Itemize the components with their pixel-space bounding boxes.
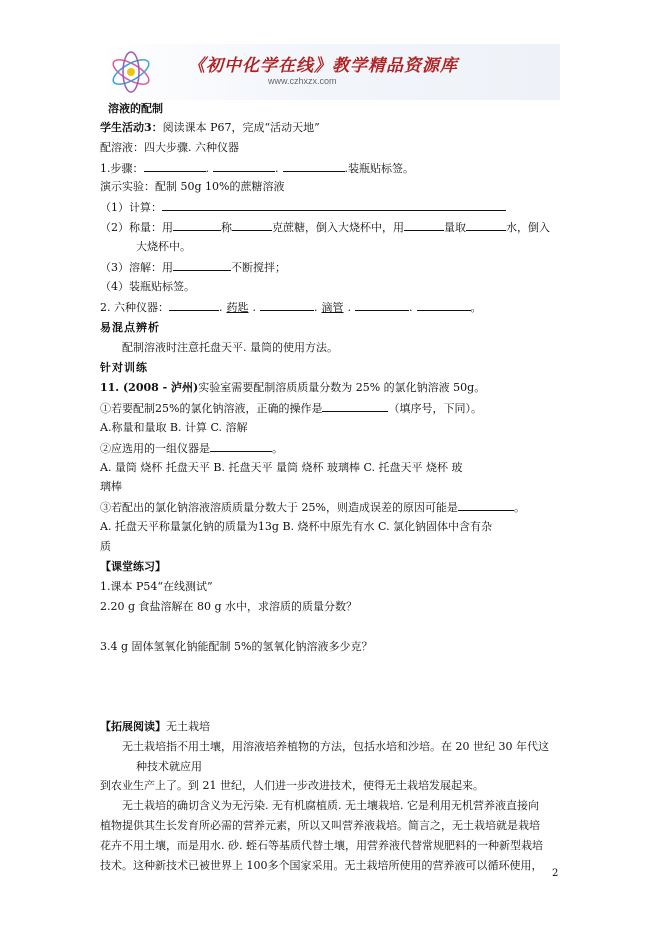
header-url: www.czhxzx.com xyxy=(268,76,337,86)
blank xyxy=(173,218,221,231)
blank xyxy=(417,298,471,311)
blank xyxy=(144,159,206,172)
solution-prep-text: 配溶液：四大步骤. 六种仪器 xyxy=(100,141,239,154)
subq3-options: A. 托盘天平称量氯化钠的质量为13g B. 烧杯中原先有水 C. 氯化钠固体中含有杂 xyxy=(100,520,493,533)
blank xyxy=(458,498,514,511)
blank xyxy=(162,198,506,211)
blank xyxy=(466,218,506,231)
extended-reading xyxy=(100,718,210,736)
subq1-end: （填序号，下同）。 xyxy=(388,402,482,415)
instruments-end: 。 xyxy=(470,301,482,314)
calc-line xyxy=(100,198,506,217)
weigh-text-2: 称 xyxy=(221,221,232,234)
classroom-practice-heading: 【课堂练习】 xyxy=(100,560,166,573)
subq3-end: 。 xyxy=(513,501,525,514)
extended-reading-label: 【拓展阅读】 xyxy=(100,720,166,733)
practice-1: 1.课本 P54“在线测试” xyxy=(100,580,213,593)
subq3-text: ③若配出的氯化钠溶液溶质质量分数大于 25%，则造成误差的原因可能是 xyxy=(100,501,458,514)
subq2-options-cont: 璃棒 xyxy=(100,480,122,493)
dissolve-text-2: 不断搅拌； xyxy=(231,261,286,274)
reading-para-2d: 技术。这种新技术已被世界上 100多个国家采用。无土栽培所使用的营养液可以循环使用， xyxy=(100,859,543,872)
reading-para-1c: 到农业生产上了。到 21 世纪，人们进一步改进技术，使得无土栽培发展起来。 xyxy=(100,779,484,792)
reading-para-1b: 种技术就应用 xyxy=(136,760,202,773)
subq2-end: 。 xyxy=(272,442,283,455)
dissolve-line xyxy=(100,258,286,277)
blank xyxy=(260,298,314,311)
reading-para-1: 无土栽培指不用土壤，用溶液培养植物的方法，包括水培和沙培。在 20 世纪 30 年代这 xyxy=(122,740,549,753)
reading-para-2c: 花卉不用土壤，而是用水. 砂. 蛭石等基质代替土壤，用营养液代替常规肥料的一种新型栽培 xyxy=(100,839,543,852)
confusion-text: 配制溶液时注意托盘天平. 量筒的使用方法。 xyxy=(122,341,338,354)
practice-2: 2.20 g 食盐溶解在 80 g 水中，求溶质的质量分数？ xyxy=(100,600,358,613)
steps-line: 1.步骤： . . .装瓶贴标签。 xyxy=(100,159,414,178)
blank xyxy=(169,298,219,311)
training-heading: 针对训练 xyxy=(100,361,148,374)
steps-end: 装瓶贴标签。 xyxy=(348,162,414,175)
blank xyxy=(232,218,272,231)
dissolve-text-1: （3）溶解：用 xyxy=(100,261,173,274)
blank xyxy=(322,399,388,412)
calc-label: （1）计算： xyxy=(100,201,162,214)
activity-text: 阅读课本 P67，完成“活动天地” xyxy=(162,121,320,134)
subq1-text: ①若要配制25%的氯化钠溶液，正确的操作是 xyxy=(100,402,323,415)
atom-logo-icon xyxy=(106,50,156,94)
instruments-line: 2. 六种仪器： . 药匙 . . 滴管 . . 。 xyxy=(100,298,482,317)
subq3-options-cont: 质 xyxy=(100,540,111,553)
subquestion-2 xyxy=(100,439,283,458)
subquestion-1 xyxy=(100,399,482,418)
question-text: 实验室需要配制溶质质量分数为 25% 的氯化钠溶液 50g。 xyxy=(198,381,486,394)
demo-experiment: 演示实验：配制 50g 10%的蔗糖溶液 xyxy=(100,180,285,193)
reading-para-2b: 植物提供其生长发育所必需的营养元素，所以又叫营养液栽培。简言之，无土栽培就是栽培 xyxy=(100,819,540,832)
reading-para-2: 无土栽培的确切含义为无污染. 无有机腐植质. 无土壤栽培. 它是利用无机营养液直接向 xyxy=(122,799,539,812)
subq2-options: A. 量筒 烧杯 托盘天平 B. 托盘天平 量筒 烧杯 玻璃棒 C. 托盘天平 烧杯 玻 xyxy=(100,461,463,474)
blank xyxy=(283,159,345,172)
instrument-dropper: 滴管 xyxy=(321,301,344,314)
weigh-text-4: 量取 xyxy=(444,221,466,234)
blank xyxy=(404,218,444,231)
weigh-line-cont: 大烧杯中。 xyxy=(136,240,191,253)
subq1-options: A.称量和量取 B. 计算 C. 溶解 xyxy=(100,421,248,434)
blank xyxy=(213,159,275,172)
subq2-text: ②应选用的一组仪器是 xyxy=(100,442,210,455)
student-activity xyxy=(100,119,320,137)
question-11 xyxy=(100,379,485,397)
confusion-heading: 易混点辨析 xyxy=(100,321,160,334)
blank xyxy=(210,439,272,452)
blank xyxy=(173,258,231,271)
steps-label: 1.步骤： xyxy=(100,162,144,175)
instrument-spoon: 药匙 xyxy=(226,301,249,314)
weigh-text-5: 水，倒入 xyxy=(506,221,550,234)
weigh-line xyxy=(100,218,550,237)
practice-3: 3.4 g 固体氢氧化钠能配制 5%的氢氧化钠溶液多少克？ xyxy=(100,640,373,653)
bottling-line: （4）装瓶贴标签。 xyxy=(100,280,195,293)
blank xyxy=(355,298,409,311)
activity-label: 学生活动3： xyxy=(100,121,163,134)
weigh-text-1: （2）称量：用 xyxy=(100,221,173,234)
section-title: 溶液的配制 xyxy=(108,102,163,115)
weigh-text-3: 克蔗糖，倒入大烧杯中，用 xyxy=(272,221,404,234)
instruments-label: 2. 六种仪器： xyxy=(100,301,169,314)
question-source: 11. (2008 - 泸州) xyxy=(100,381,199,394)
page-number: 2 xyxy=(552,868,559,879)
header-title: 《初中化学在线》教学精品资源库 xyxy=(188,56,458,76)
subquestion-3 xyxy=(100,498,525,517)
extended-reading-title: 无土栽培 xyxy=(166,720,210,733)
